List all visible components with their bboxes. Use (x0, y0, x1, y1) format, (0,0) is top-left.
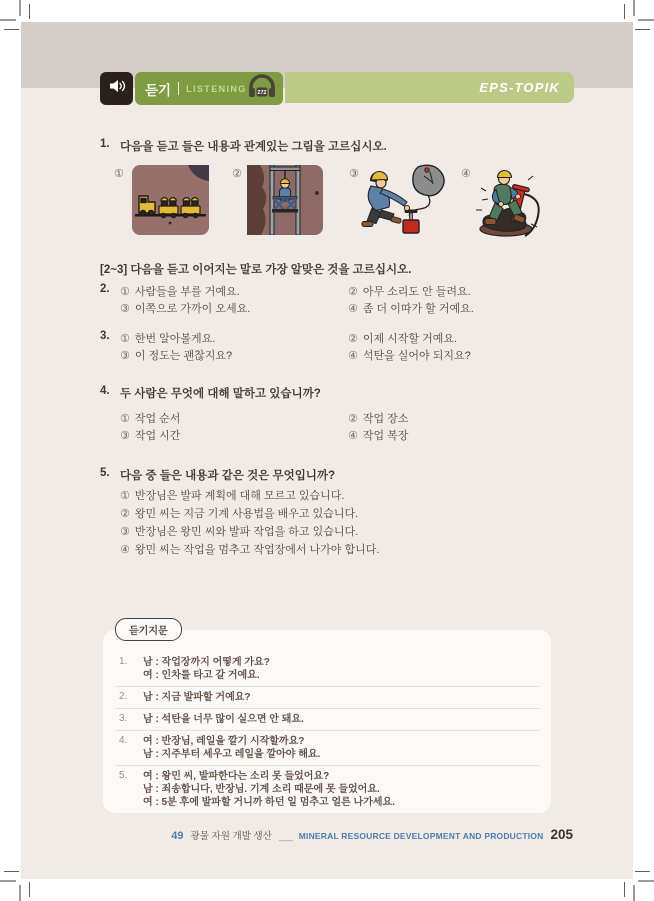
chapter-title-english: MINERAL RESOURCE DEVELOPMENT AND PRODUCTION (298, 831, 544, 841)
answer-option: ① 한번 알아볼게요. (120, 333, 216, 345)
chapter-number: 49 (171, 830, 184, 842)
picture-option-marker: ① (114, 168, 124, 180)
script-line: 여 : 왕민 씨, 발파한다는 소리 못 들었어요? (143, 771, 330, 782)
picture-option-marker: ③ (349, 168, 359, 180)
answer-option: ④ 왕민 씨는 작업을 멈추고 작업장에서 나가야 합니다. (120, 544, 380, 556)
picture-jackhammer-worker (468, 164, 552, 249)
answer-option: ③ 이 정도는 괜찮지요? (120, 350, 233, 362)
question-number: 2. (100, 283, 110, 295)
answer-option: ① 반장님은 발파 계획에 대해 모르고 있습니다. (120, 490, 345, 502)
crop-mark (624, 882, 625, 897)
script-line: 남 : 지금 발파할 거예요? (143, 692, 251, 703)
track-number: 272 (257, 90, 267, 96)
answer-option: ④ 석탄을 실어야 되지요? (348, 350, 471, 362)
section-title-english: LISTENING (186, 83, 247, 94)
crop-mark (4, 29, 19, 30)
script-line: 여 : 인차를 타고 갈 거예요. (143, 670, 260, 681)
picture-option-marker: ④ (461, 168, 471, 180)
divider (178, 82, 179, 95)
script-item: 5. 여 : 왕민 씨, 발파한다는 소리 못 들었어요? 남 : 죄송합니다, 반장님. 기계 소리 때문에 못 들었어요. 여 : 5분 후에 발파할 거니까 하던 일 멈추고 얼른 나가세요. (115, 766, 539, 813)
picture-option-marker: ② (232, 168, 242, 180)
question-number: 1. (100, 138, 110, 150)
listening-script-label: 듣기지문 (115, 618, 182, 641)
crop-mark (19, 0, 21, 16)
crop-mark (4, 871, 19, 872)
crop-mark (29, 4, 30, 19)
answer-option: ② 작업 장소 (348, 413, 409, 425)
answer-option: ③ 반장님은 왕민 씨와 발파 작업을 하고 있습니다. (120, 526, 359, 538)
answer-option: ② 이제 시작할 거예요. (348, 333, 458, 345)
script-line: 남 : 작업장까지 어떻게 가요? (143, 657, 270, 668)
crop-mark (638, 880, 654, 882)
picture-blast-detonator (358, 164, 448, 249)
crop-mark (635, 871, 650, 872)
crop-mark (638, 19, 654, 21)
script-line: 여 : 5분 후에 발파할 거니까 하던 일 멈추고 얼른 나가세요. (143, 797, 395, 808)
answer-option: ① 사람들을 부를 거예요. (120, 286, 240, 298)
script-line: 여 : 반장님, 레일을 깔기 시작할까요? (143, 736, 305, 747)
listening-script-box (103, 630, 551, 813)
question-number: 3. (100, 330, 110, 342)
section-title-korean: 듣기 (145, 82, 172, 98)
crop-mark (624, 4, 625, 19)
crop-mark (0, 880, 16, 882)
chapter-title-korean: 광물 자원 개발 생산 (190, 831, 272, 842)
script-item: 1. 남 : 작업장까지 어떻게 가요? 여 : 인차를 타고 갈 거예요. (115, 652, 539, 687)
script-item: 2. 남 : 지금 발파할 거예요? (115, 687, 539, 709)
script-line: 남 : 지주부터 세우고 레일을 깔아야 해요. (143, 749, 321, 760)
answer-option: ④ 작업 복장 (348, 430, 409, 442)
listening-section-tab (135, 72, 283, 105)
answer-option: ② 왕민 씨는 지금 기계 사용법을 배우고 있습니다. (120, 508, 359, 520)
answer-option: ① 작업 순서 (120, 413, 181, 425)
picture-mine-elevator (247, 165, 323, 240)
picture-mine-cart-train (132, 165, 209, 240)
question-number: 5. (100, 467, 110, 479)
answer-option: ④ 좀 더 이따가 할 거예요. (348, 303, 474, 315)
answer-option: ③ 이쪽으로 가까이 오세요. (120, 303, 251, 315)
answer-option: ② 아무 소리도 안 들려요. (348, 286, 471, 298)
crop-mark (633, 885, 635, 901)
page (21, 22, 633, 879)
question-text: 다음 중 들은 내용과 같은 것은 무엇입니까? (120, 470, 336, 482)
answer-option: ③ 작업 시간 (120, 430, 181, 442)
question-text: 다음을 듣고 들은 내용과 관계있는 그림을 고르십시오. (120, 141, 387, 153)
section-instruction: [2~3] 다음을 듣고 이어지는 말로 가장 알맞은 것을 고르십시오. (100, 264, 412, 276)
headphones-icon (247, 74, 277, 103)
audio-speaker-box (100, 72, 133, 105)
script-item: 3. 남 : 석탄을 너무 많이 실으면 안 돼요. (115, 709, 539, 731)
crop-mark (29, 882, 30, 897)
script-line: 남 : 석탄을 너무 많이 실으면 안 돼요. (143, 714, 304, 725)
page-number: 205 (550, 827, 573, 842)
crop-mark (19, 885, 21, 901)
crop-mark (633, 0, 635, 16)
speaker-icon (108, 78, 126, 99)
crop-mark (635, 29, 650, 30)
page-footer (171, 827, 573, 842)
brand-logo-text: EPS-TOPIK (479, 80, 560, 95)
question-number: 4. (100, 385, 110, 397)
script-item: 4. 여 : 반장님, 레일을 깔기 시작할까요? 남 : 지주부터 세우고 레일을 깔아야 해요. (115, 731, 539, 766)
brand-bar (285, 72, 574, 103)
question-text: 두 사람은 무엇에 대해 말하고 있습니까? (120, 388, 321, 400)
crop-mark (0, 19, 16, 21)
script-line: 남 : 죄송합니다, 반장님. 기계 소리 때문에 못 들었어요. (143, 784, 380, 795)
footer-separator: ___ (278, 831, 292, 842)
